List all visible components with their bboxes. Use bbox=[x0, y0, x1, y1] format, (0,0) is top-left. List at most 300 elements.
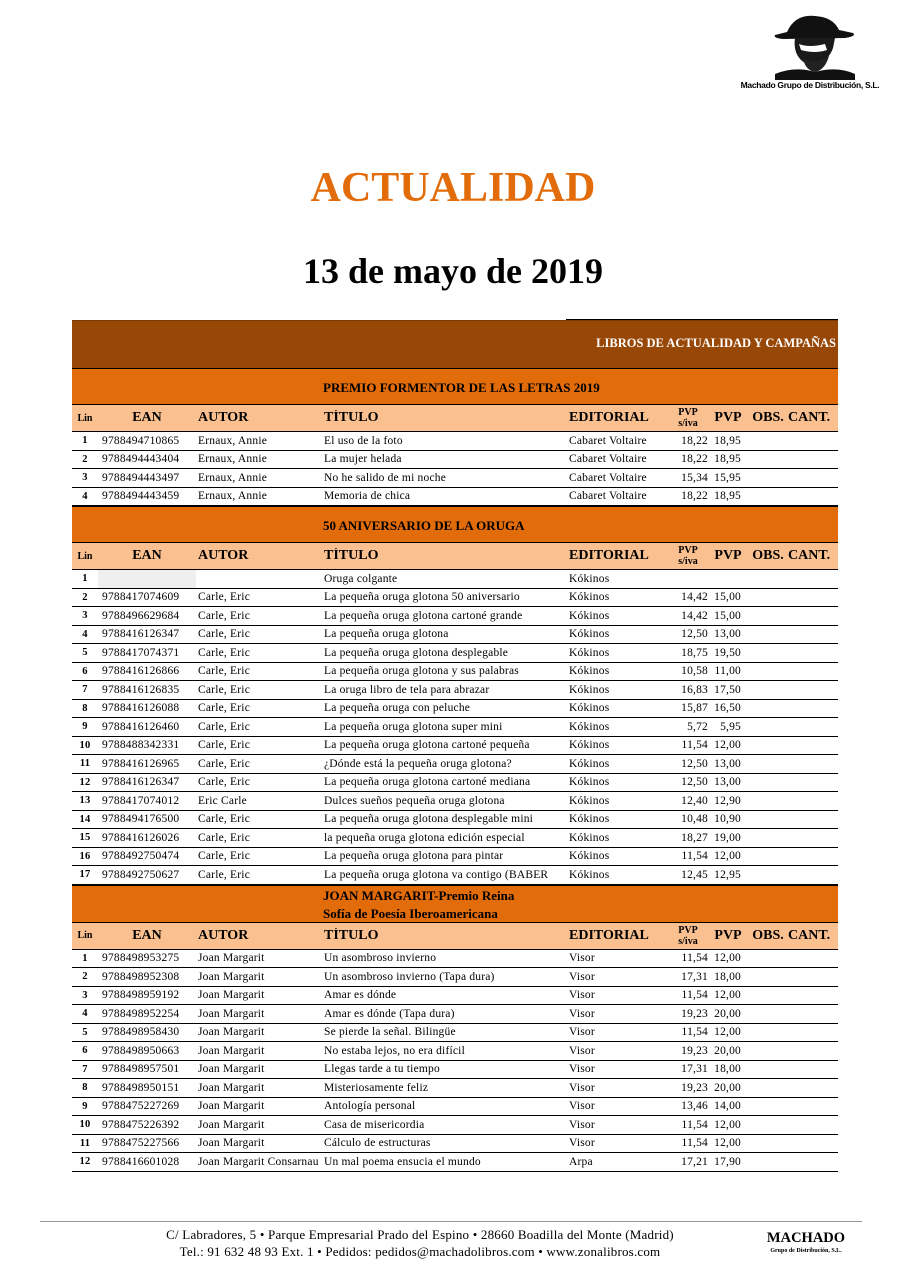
cell-pvp: 15,00 bbox=[714, 591, 741, 604]
page-date: 13 de mayo de 2019 bbox=[303, 251, 603, 291]
cell-titulo: No he salido de mi noche bbox=[324, 471, 447, 484]
cell-pvp: 12,00 bbox=[714, 989, 741, 1002]
cell-editorial: Visor bbox=[569, 1044, 595, 1057]
cell-ean: 9788416126460 bbox=[102, 720, 180, 733]
cell-titulo: ¿Dónde está la pequeña oruga glotona? bbox=[324, 757, 512, 770]
section-header bbox=[72, 506, 838, 543]
cell-pvp_siva: 13,46 bbox=[681, 1100, 708, 1113]
col-lin-header: Lin bbox=[77, 930, 93, 941]
table-row bbox=[72, 469, 838, 488]
cell-pvp_siva: 14,42 bbox=[681, 609, 708, 622]
cell-lin: 8 bbox=[82, 702, 88, 714]
cell-lin: 16 bbox=[79, 850, 91, 862]
cell-autor: Joan Margarit bbox=[198, 970, 265, 983]
cell-lin: 2 bbox=[82, 453, 88, 465]
cell-pvp_siva: 12,50 bbox=[681, 776, 708, 789]
cell-ean: 9788416126866 bbox=[102, 665, 180, 678]
col-obs-header: OBS. bbox=[752, 410, 784, 425]
cell-pvp_siva: 17,31 bbox=[681, 970, 708, 983]
cell-autor: Carle, Eric bbox=[198, 831, 251, 844]
cell-lin: 7 bbox=[82, 1063, 88, 1075]
cell-ean: 9788498950663 bbox=[102, 1044, 180, 1057]
cell-lin: 2 bbox=[82, 591, 88, 603]
cell-autor: Joan Margarit bbox=[198, 1081, 265, 1094]
cell-ean: 9788416601028 bbox=[102, 1155, 180, 1168]
cell-titulo: Amar es dónde bbox=[324, 989, 397, 1002]
col-editorial-header: EDITORIAL bbox=[569, 548, 649, 563]
cell-editorial: Kókinos bbox=[569, 591, 610, 604]
cell-ean: 9788492750627 bbox=[102, 868, 180, 881]
footer-address bbox=[80, 1226, 760, 1260]
cell-autor: Carle, Eric bbox=[198, 868, 251, 881]
column-header-row bbox=[72, 543, 838, 570]
cell-titulo: Dulces sueños pequeña oruga glotona bbox=[324, 794, 505, 807]
cell-pvp_siva: 18,22 bbox=[681, 453, 708, 466]
cell-lin: 4 bbox=[82, 628, 88, 640]
cell-lin: 3 bbox=[82, 472, 88, 484]
cell-editorial: Kókinos bbox=[569, 702, 610, 715]
cell-lin: 9 bbox=[82, 721, 88, 733]
cell-autor: Joan Margarit bbox=[198, 1026, 265, 1039]
cell-pvp: 19,50 bbox=[714, 646, 741, 659]
col-lin-header: Lin bbox=[77, 550, 93, 562]
cell-pvp_siva: 18,27 bbox=[681, 831, 708, 844]
cell-pvp: 11,00 bbox=[714, 665, 741, 678]
cell-lin: 1 bbox=[82, 952, 88, 964]
cell-pvp: 12,95 bbox=[714, 868, 741, 881]
cell-titulo: Memoria de chica bbox=[324, 490, 411, 503]
cell-lin: 12 bbox=[79, 1156, 91, 1168]
cell-editorial: Kókinos bbox=[569, 609, 610, 622]
cell-titulo: La pequeña oruga glotona cartoné pequeña bbox=[324, 739, 530, 752]
cell-autor: Eric Carle bbox=[198, 794, 247, 807]
cell-ean: 9788498952308 bbox=[102, 970, 180, 983]
cell-ean: 9788492750474 bbox=[102, 850, 180, 863]
cell-pvp: 12,00 bbox=[714, 739, 741, 752]
cell-pvp_siva: 12,50 bbox=[681, 628, 708, 641]
cell-ean: 9788498958430 bbox=[102, 1026, 180, 1039]
cell-pvp: 20,00 bbox=[714, 1081, 741, 1094]
cell-autor: Carle, Eric bbox=[198, 813, 251, 826]
cell-ean: 9788475227269 bbox=[102, 1100, 180, 1113]
cell-autor: Joan Margarit bbox=[198, 952, 265, 965]
cell-pvp_siva: 12,45 bbox=[681, 868, 708, 881]
cell-autor: Carle, Eric bbox=[198, 646, 251, 659]
column-header-row bbox=[72, 923, 838, 950]
cell-lin: 5 bbox=[82, 647, 88, 659]
cell-lin: 1 bbox=[82, 435, 88, 447]
company-logo bbox=[735, 8, 885, 92]
cell-titulo: La pequeña oruga glotona bbox=[324, 628, 449, 641]
cell-pvp: 12,00 bbox=[714, 1137, 741, 1150]
table-row bbox=[72, 718, 838, 737]
cell-titulo: La pequeña oruga con peluche bbox=[324, 702, 471, 715]
cell-editorial: Kókinos bbox=[569, 572, 610, 585]
col-pvp-siva-header-2: s/iva bbox=[678, 935, 698, 947]
col-pvp-header: PVP bbox=[714, 927, 742, 943]
col-pvp-siva-header-1: PVP bbox=[678, 407, 698, 418]
cell-autor: Ernaux, Annie bbox=[198, 490, 268, 503]
table-row bbox=[72, 451, 838, 470]
footer-divider bbox=[40, 1221, 862, 1222]
catalog-table bbox=[72, 320, 838, 1172]
footer-contact-line: Tel.: 91 632 48 93 Ext. 1 • Pedidos: pedidos@machadolibros.com • www.zonalibros.com bbox=[179, 1244, 661, 1259]
cell-pvp_siva: 11,54 bbox=[681, 850, 708, 863]
cell-editorial: Kókinos bbox=[569, 720, 610, 733]
logo-text: Machado Grupo de Distribución, S.L. bbox=[740, 80, 880, 90]
cell-lin: 7 bbox=[82, 684, 88, 696]
col-pvp-siva-header bbox=[668, 925, 708, 947]
cell-pvp: 20,00 bbox=[714, 1044, 741, 1057]
cell-ean: 9788498950151 bbox=[102, 1081, 180, 1094]
cell-autor: Carle, Eric bbox=[198, 702, 251, 715]
cell-titulo: Un mal poema ensucia el mundo bbox=[324, 1155, 481, 1168]
cell-ean: 9788494443459 bbox=[102, 490, 180, 503]
table-row bbox=[72, 829, 838, 848]
section-title bbox=[323, 887, 514, 923]
cell-titulo: Un asombroso invierno (Tapa dura) bbox=[324, 970, 495, 983]
table-row bbox=[72, 792, 838, 811]
cell-ean: 9788488342331 bbox=[102, 739, 180, 752]
cell-pvp_siva: 11,54 bbox=[681, 739, 708, 752]
cell-titulo: El uso de la foto bbox=[324, 434, 403, 447]
col-autor-header: AUTOR bbox=[198, 410, 249, 425]
cell-autor: Carle, Eric bbox=[198, 609, 251, 622]
cell-editorial: Visor bbox=[569, 1100, 595, 1113]
cell-pvp_siva: 11,54 bbox=[681, 1026, 708, 1039]
cell-titulo: La pequeña oruga glotona cartoné mediana bbox=[324, 776, 531, 789]
cell-ean: 9788498952254 bbox=[102, 1007, 180, 1020]
col-pvp-siva-header-2: s/iva bbox=[678, 418, 698, 429]
cell-autor: Carle, Eric bbox=[198, 850, 251, 863]
cell-pvp_siva: 14,42 bbox=[681, 591, 708, 604]
cell-titulo: La pequeña oruga glotona va contigo (BABER bbox=[324, 868, 549, 881]
cell-ean: 9788498959192 bbox=[102, 989, 180, 1002]
col-cant-header: CANT. bbox=[788, 927, 831, 943]
cell-editorial: Kókinos bbox=[569, 850, 610, 863]
cell-titulo: La pequeña oruga glotona cartoné grande bbox=[324, 609, 523, 622]
col-autor-header: AUTOR bbox=[198, 927, 249, 943]
cell-titulo: La pequeña oruga glotona desplegable bbox=[324, 646, 509, 659]
cell-pvp: 15,00 bbox=[714, 609, 741, 622]
section-title-line: PREMIO FORMENTOR DE LAS LETRAS 2019 bbox=[323, 380, 600, 395]
cell-editorial: Cabaret Voltaire bbox=[569, 490, 647, 503]
cell-ean: 9788417074609 bbox=[102, 591, 180, 604]
cell-pvp: 13,00 bbox=[714, 776, 741, 789]
cell-titulo: La mujer helada bbox=[324, 453, 402, 466]
cell-pvp_siva: 19,23 bbox=[681, 1081, 708, 1094]
cell-lin: 14 bbox=[79, 813, 91, 825]
cell-editorial: Kókinos bbox=[569, 776, 610, 789]
cell-editorial: Kókinos bbox=[569, 683, 610, 696]
cell-pvp_siva: 10,58 bbox=[681, 665, 708, 678]
cell-pvp_siva: 18,22 bbox=[681, 490, 708, 503]
cell-lin: 1 bbox=[82, 573, 88, 585]
cell-titulo: la pequeña oruga glotona edición especial bbox=[324, 831, 525, 844]
cell-pvp: 12,00 bbox=[714, 850, 741, 863]
cell-pvp: 14,00 bbox=[714, 1100, 741, 1113]
cell-editorial: Kókinos bbox=[569, 757, 610, 770]
cell-pvp_siva: 18,22 bbox=[681, 434, 708, 447]
cell-titulo: Cálculo de estructuras bbox=[324, 1137, 431, 1150]
col-titulo-header: TÍTULO bbox=[324, 410, 379, 425]
cell-editorial: Visor bbox=[569, 952, 595, 965]
cell-lin: 11 bbox=[79, 758, 91, 770]
cell-editorial: Visor bbox=[569, 989, 595, 1002]
table-row bbox=[72, 1005, 838, 1024]
col-editorial-header: EDITORIAL bbox=[569, 927, 649, 943]
col-obs-header: OBS. bbox=[752, 927, 784, 943]
cell-editorial: Kókinos bbox=[569, 868, 610, 881]
cell-autor: Joan Margarit bbox=[198, 1118, 265, 1131]
col-pvp-siva-header bbox=[668, 407, 708, 429]
cell-editorial: Kókinos bbox=[569, 813, 610, 826]
cell-autor: Joan Margarit bbox=[198, 1100, 265, 1113]
section-title-line: Sofía de Poesía Iberoamericana bbox=[323, 905, 498, 921]
cell-editorial: Arpa bbox=[569, 1155, 593, 1168]
cell-autor: Carle, Eric bbox=[198, 683, 251, 696]
table-row bbox=[72, 987, 838, 1006]
cell-pvp: 12,00 bbox=[714, 1026, 741, 1039]
catalog-banner bbox=[72, 320, 838, 368]
cell-pvp_siva: 5,72 bbox=[687, 720, 708, 733]
cell-pvp: 20,00 bbox=[714, 1007, 741, 1020]
cell-autor: Joan Margarit bbox=[198, 1007, 265, 1020]
footer-address-line: C/ Labradores, 5 • Parque Empresarial Prado del Espino • 28660 Boadilla del Monte (Madrid) bbox=[166, 1227, 674, 1242]
cell-pvp: 12,00 bbox=[714, 1118, 741, 1131]
cell-editorial: Kókinos bbox=[569, 646, 610, 659]
cell-ean: 9788416126965 bbox=[102, 757, 180, 770]
cell-autor: Carle, Eric bbox=[198, 628, 251, 641]
cell-editorial: Cabaret Voltaire bbox=[569, 434, 647, 447]
cell-pvp_siva: 11,54 bbox=[681, 1118, 708, 1131]
cell-pvp_siva: 12,40 bbox=[681, 794, 708, 807]
table-row bbox=[72, 1116, 838, 1135]
footer-brand-sub: Grupo de Distribución, S.L. bbox=[770, 1248, 842, 1254]
cell-autor: Ernaux, Annie bbox=[198, 434, 268, 447]
cell-autor: Carle, Eric bbox=[198, 720, 251, 733]
section-title-line: JOAN MARGARIT-Premio Reina bbox=[323, 887, 515, 903]
cell-titulo: Se pierde la señal. Bilingüe bbox=[324, 1026, 456, 1039]
cell-pvp: 13,00 bbox=[714, 757, 741, 770]
cell-editorial: Visor bbox=[569, 1137, 595, 1150]
section-title bbox=[323, 517, 525, 535]
col-pvp-siva-header-1: PVP bbox=[678, 924, 698, 936]
cell-lin: 13 bbox=[79, 795, 91, 807]
cell-editorial: Kókinos bbox=[569, 628, 610, 641]
cell-titulo: Casa de misericordia bbox=[324, 1118, 425, 1131]
table-row bbox=[72, 811, 838, 830]
col-cant-header: CANT. bbox=[788, 548, 831, 563]
table-row bbox=[72, 755, 838, 774]
table-row bbox=[72, 681, 838, 700]
cell-pvp_siva: 15,34 bbox=[681, 471, 708, 484]
table-row bbox=[72, 432, 838, 451]
table-row bbox=[72, 1061, 838, 1080]
table-row bbox=[72, 607, 838, 626]
cell-ean: 9788417074012 bbox=[102, 794, 180, 807]
cell-ean: 9788496629684 bbox=[102, 609, 180, 622]
cell-ean: 9788416126835 bbox=[102, 683, 180, 696]
cell-pvp: 17,50 bbox=[714, 683, 741, 696]
col-lin-header: Lin bbox=[77, 412, 93, 424]
cell-lin: 3 bbox=[82, 610, 88, 622]
cell-titulo: La pequeña oruga glotona super mini bbox=[324, 720, 503, 733]
cell-pvp_siva: 10,48 bbox=[681, 813, 708, 826]
cell-pvp_siva: 19,23 bbox=[681, 1007, 708, 1020]
cell-titulo: La pequeña oruga glotona 50 aniversario bbox=[324, 591, 520, 604]
cell-editorial: Kókinos bbox=[569, 739, 610, 752]
section-title-line: 50 ANIVERSARIO DE LA ORUGA bbox=[323, 518, 525, 533]
cell-titulo: Oruga colgante bbox=[324, 572, 398, 585]
table-row bbox=[72, 1024, 838, 1043]
cell-pvp_siva: 12,50 bbox=[681, 757, 708, 770]
cell-editorial: Cabaret Voltaire bbox=[569, 453, 647, 466]
cell-ean: 9788416126088 bbox=[102, 702, 180, 715]
col-titulo-header: TÍTULO bbox=[324, 548, 379, 563]
cell-titulo: Llegas tarde a tu tiempo bbox=[324, 1063, 440, 1076]
cell-ean: 9788498957501 bbox=[102, 1063, 180, 1076]
table-row bbox=[72, 737, 838, 756]
table-row bbox=[72, 1079, 838, 1098]
cell-pvp: 5,95 bbox=[720, 720, 741, 733]
cell-lin: 10 bbox=[79, 1119, 91, 1131]
cell-ean: 9788416126347 bbox=[102, 628, 180, 641]
cell-autor: Carle, Eric bbox=[198, 665, 251, 678]
cell-editorial: Kókinos bbox=[569, 665, 610, 678]
catalog-banner-label: LIBROS DE ACTUALIDAD Y CAMPAÑAS bbox=[596, 336, 836, 350]
cell-pvp_siva: 17,31 bbox=[681, 1063, 708, 1076]
table-row bbox=[72, 626, 838, 645]
cell-editorial: Cabaret Voltaire bbox=[569, 471, 647, 484]
cell-autor: Joan Margarit bbox=[198, 1137, 265, 1150]
col-editorial-header: EDITORIAL bbox=[569, 410, 649, 425]
cell-lin: 5 bbox=[82, 1026, 88, 1038]
table-row bbox=[72, 774, 838, 793]
cell-titulo: No estaba lejos, no era difícil bbox=[324, 1044, 465, 1057]
cell-titulo: La pequeña oruga glotona desplegable mini bbox=[324, 813, 534, 826]
cell-autor: Carle, Eric bbox=[198, 739, 251, 752]
cell-lin: 4 bbox=[82, 1008, 88, 1020]
cell-autor: Joan Margarit bbox=[198, 1044, 265, 1057]
col-obs-header: OBS. bbox=[752, 548, 784, 563]
table-row bbox=[72, 663, 838, 682]
cell-ean: 9788494443497 bbox=[102, 471, 180, 484]
cell-lin: 9 bbox=[82, 1100, 88, 1112]
cell-lin: 8 bbox=[82, 1082, 88, 1094]
cell-editorial: Visor bbox=[569, 1118, 595, 1131]
col-ean-header: EAN bbox=[132, 410, 162, 425]
cell-autor: Ernaux, Annie bbox=[198, 471, 268, 484]
cell-lin: 11 bbox=[79, 1137, 91, 1149]
cell-pvp_siva: 15,87 bbox=[681, 702, 708, 715]
cell-lin: 17 bbox=[79, 869, 91, 881]
cell-pvp_siva: 19,23 bbox=[681, 1044, 708, 1057]
table-row bbox=[72, 570, 838, 589]
col-titulo-header: TÍTULO bbox=[324, 927, 379, 943]
cell-autor: Ernaux, Annie bbox=[198, 453, 268, 466]
cell-editorial: Visor bbox=[569, 1063, 595, 1076]
cell-ean: 9788475227566 bbox=[102, 1137, 180, 1150]
cell-pvp: 15,95 bbox=[714, 471, 741, 484]
table-row bbox=[72, 589, 838, 608]
cell-ean: 9788494176500 bbox=[102, 813, 180, 826]
cell-pvp: 18,95 bbox=[714, 453, 741, 466]
cell-titulo: Misteriosamente feliz bbox=[324, 1081, 429, 1094]
footer-brand: MACHADO bbox=[766, 1230, 846, 1246]
cell-editorial: Visor bbox=[569, 1026, 595, 1039]
col-pvp-header: PVP bbox=[714, 410, 742, 425]
cell-autor: Joan Margarit Consarnau bbox=[198, 1155, 319, 1168]
table-row bbox=[72, 950, 838, 969]
column-header-row bbox=[72, 405, 838, 432]
cell-titulo: Amar es dónde (Tapa dura) bbox=[324, 1007, 455, 1020]
cell-pvp_siva: 17,21 bbox=[681, 1155, 708, 1168]
cell-titulo: La pequeña oruga glotona y sus palabras bbox=[324, 665, 519, 678]
cell-pvp_siva: 18,75 bbox=[681, 646, 708, 659]
col-pvp-siva-header-2: s/iva bbox=[678, 556, 698, 567]
cell-titulo: Un asombroso invierno bbox=[324, 952, 437, 965]
cell-autor: Carle, Eric bbox=[198, 757, 251, 770]
cell-lin: 4 bbox=[82, 490, 88, 502]
cell-ean: 9788475226392 bbox=[102, 1118, 180, 1131]
cell-editorial: Visor bbox=[569, 1007, 595, 1020]
hat-man-logo-icon bbox=[735, 8, 885, 80]
cell-ean bbox=[98, 570, 196, 588]
cell-ean: 9788498953275 bbox=[102, 952, 180, 965]
col-pvp-siva-header bbox=[668, 545, 708, 567]
table-row bbox=[72, 1098, 838, 1117]
cell-ean: 9788416126347 bbox=[102, 776, 180, 789]
cell-pvp: 13,00 bbox=[714, 628, 741, 641]
table-row bbox=[72, 866, 838, 885]
cell-pvp_siva: 11,54 bbox=[681, 989, 708, 1002]
cell-lin: 10 bbox=[79, 739, 91, 751]
col-pvp-siva-header-1: PVP bbox=[678, 545, 698, 556]
cell-pvp: 12,00 bbox=[714, 952, 741, 965]
col-pvp-header: PVP bbox=[714, 548, 742, 563]
cell-ean: 9788416126026 bbox=[102, 831, 180, 844]
cell-ean: 9788417074371 bbox=[102, 646, 180, 659]
cell-lin: 12 bbox=[79, 776, 91, 788]
cell-editorial: Visor bbox=[569, 1081, 595, 1094]
table-row bbox=[72, 1153, 838, 1172]
col-ean-header: EAN bbox=[132, 927, 162, 943]
table-row bbox=[72, 968, 838, 987]
cell-pvp: 18,00 bbox=[714, 970, 741, 983]
cell-pvp: 16,50 bbox=[714, 702, 741, 715]
col-cant-header: CANT. bbox=[788, 410, 831, 425]
table-row bbox=[72, 1135, 838, 1154]
cell-editorial: Kókinos bbox=[569, 831, 610, 844]
col-ean-header: EAN bbox=[132, 548, 162, 563]
section-header bbox=[72, 885, 838, 923]
cell-titulo: La oruga libro de tela para abrazar bbox=[324, 683, 490, 696]
cell-ean: 9788494443404 bbox=[102, 453, 180, 466]
cell-pvp: 18,95 bbox=[714, 434, 741, 447]
cell-ean: 9788494710865 bbox=[102, 434, 180, 447]
cell-lin: 6 bbox=[82, 665, 88, 677]
cell-pvp: 17,90 bbox=[714, 1155, 741, 1168]
cell-lin: 6 bbox=[82, 1045, 88, 1057]
cell-autor: Carle, Eric bbox=[198, 591, 251, 604]
cell-pvp: 12,90 bbox=[714, 794, 741, 807]
cell-autor: Joan Margarit bbox=[198, 989, 265, 1002]
cell-editorial: Visor bbox=[569, 970, 595, 983]
table-row bbox=[72, 1042, 838, 1061]
cell-editorial: Kókinos bbox=[569, 794, 610, 807]
cell-titulo: Antología personal bbox=[324, 1100, 416, 1113]
